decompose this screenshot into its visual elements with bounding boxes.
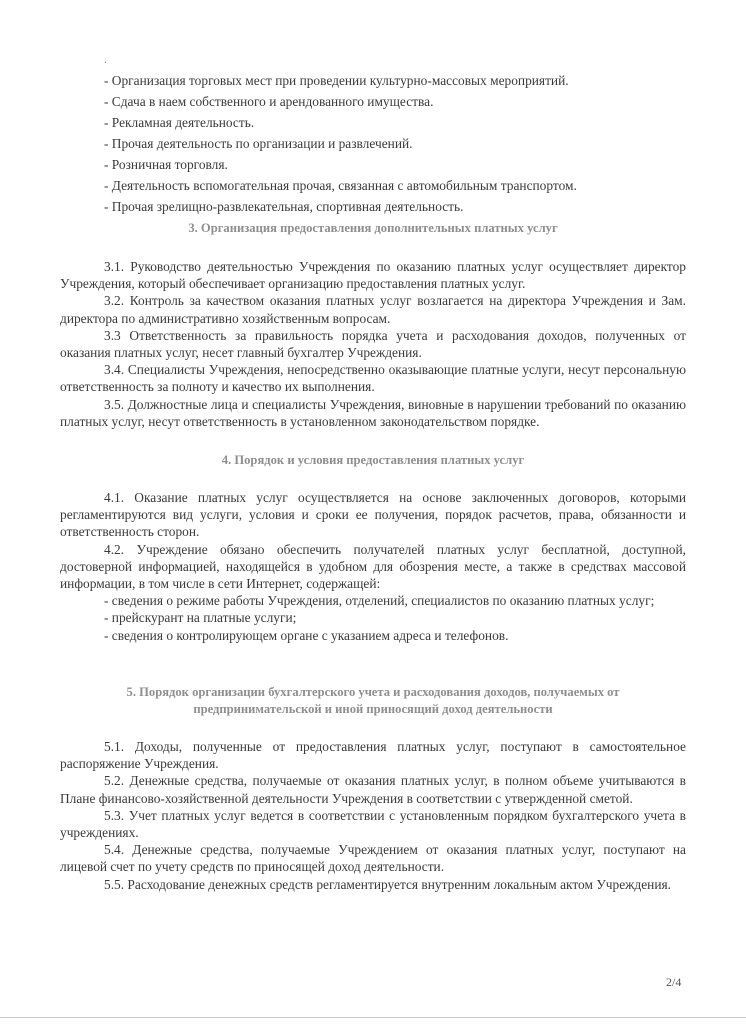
list-item: - прейскурант на платные услуги; xyxy=(104,610,297,626)
page-number: 2/4 xyxy=(666,975,682,989)
section-5-heading-line-2: предпринимательской и иной приносящий доход деятельности xyxy=(193,702,553,716)
paragraph-5-5: 5.5. Расходование денежных средств регламентируется внутренним локальным актом Учреждения. xyxy=(104,876,672,892)
section-4-heading: 4. Порядок и условия предоставления платных услуг xyxy=(221,453,525,467)
activity-item: - Организация торговых мест при проведении культурно-массовых мероприятий. xyxy=(104,73,569,88)
section-3-heading: 3. Организация предоставления дополнительных платных услуг xyxy=(188,221,558,235)
top-mark: . xyxy=(104,52,107,66)
list-item: - сведения о контролирующем органе с указанием адреса и телефонов. xyxy=(104,627,509,643)
paragraph-5-3: 5.3. Учет платных услуг ведется в соответствии с установленным порядком бухгалтерского учета в учреждениях. xyxy=(60,807,686,841)
paragraph-4-2: 4.2. Учреждение обязано обеспечить получателей платных услуг бесплатной, доступной, достоверной информацией, находящейся в удобном для обозрения месте, а также в средствах массовой информации, в том числе в сети Интернет, содержащей: xyxy=(60,541,686,592)
paragraph-4-2-item: - сведения о режиме работы Учреждения, отделений, специалистов по оказанию платных услуг; xyxy=(104,593,655,609)
paragraph-5-4: 5.4. Денежные средства, получаемые Учреждением от оказания платных услуг, поступают на лицевой счет по учету средств по приносящей доход деятельности. xyxy=(60,842,686,875)
paragraph-3-4: 3.4. Специалисты Учреждения, непосредственно оказывающие платные услуги, несут персональную ответственность за полноту и качество их выполнения. xyxy=(60,362,686,395)
section-3-body xyxy=(60,258,686,430)
activity-item: - Деятельность вспомогательная прочая, связанная с автомобильным транспортом. xyxy=(104,178,577,193)
paragraph-3-1: 3.1. Руководство деятельностью Учреждения по оказанию платных услуг осуществляет директор Учреждения, который обеспечивает организацию предоставления платных услуг. xyxy=(60,259,686,292)
paragraph-3-5: 3.5. Должностные лица и специалисты Учреждения, виновные в нарушении требований по оказанию платных услуг, несут ответственность в установленном законодательством порядке. xyxy=(60,396,686,429)
paragraph-5-1: 5.1. Доходы, полученные от предоставления платных услуг, поступают в самостоятельное распоряжение Учреждения. xyxy=(60,739,686,772)
activity-item: - Прочая зрелищно-развлекательная, спортивная деятельность. xyxy=(104,199,464,214)
section-4-body xyxy=(60,489,686,644)
paragraph-3-3: 3.3 Ответственность за правильность порядка учета и расходования доходов, полученных от оказания платных услуг, несет главный бухгалтер Учреждения. xyxy=(60,327,686,361)
section-5-body xyxy=(60,738,686,893)
section-5-heading xyxy=(60,684,686,718)
paragraph-3-2: 3.2. Контроль за качеством оказания платных услуг возлагается на директора Учреждения и Зам. директора по административно хозяйственным вопросам. xyxy=(60,293,686,326)
activity-item: - Рекламная деятельность. xyxy=(104,115,255,130)
activity-item: - Прочая деятельность по организации и развлечений. xyxy=(104,136,413,151)
scan-edge-line xyxy=(0,1017,746,1018)
paragraph-4-1: 4.1. Оказание платных услуг осуществляется на основе заключенных договоров, которыми регламентируются вид услуги, условия и сроки ее получения, порядок расчетов, права, обязанности и ответственность сторон. xyxy=(60,490,686,540)
activity-list xyxy=(104,70,704,217)
activity-item: - Розничная торговля. xyxy=(104,157,228,172)
activity-item: - Сдача в наем собственного и арендованного имущества. xyxy=(104,94,434,109)
section-5-heading-line-1: 5. Порядок организации бухгалтерского учета и расходования доходов, получаемых от xyxy=(126,685,620,699)
paragraph-5-2: 5.2. Денежные средства, получаемые от оказания платных услуг, в полном объеме учитываются в Плане финансово-хозяйственной деятельности Учреждения в соответствии с утвержденной сметой. xyxy=(60,773,686,806)
